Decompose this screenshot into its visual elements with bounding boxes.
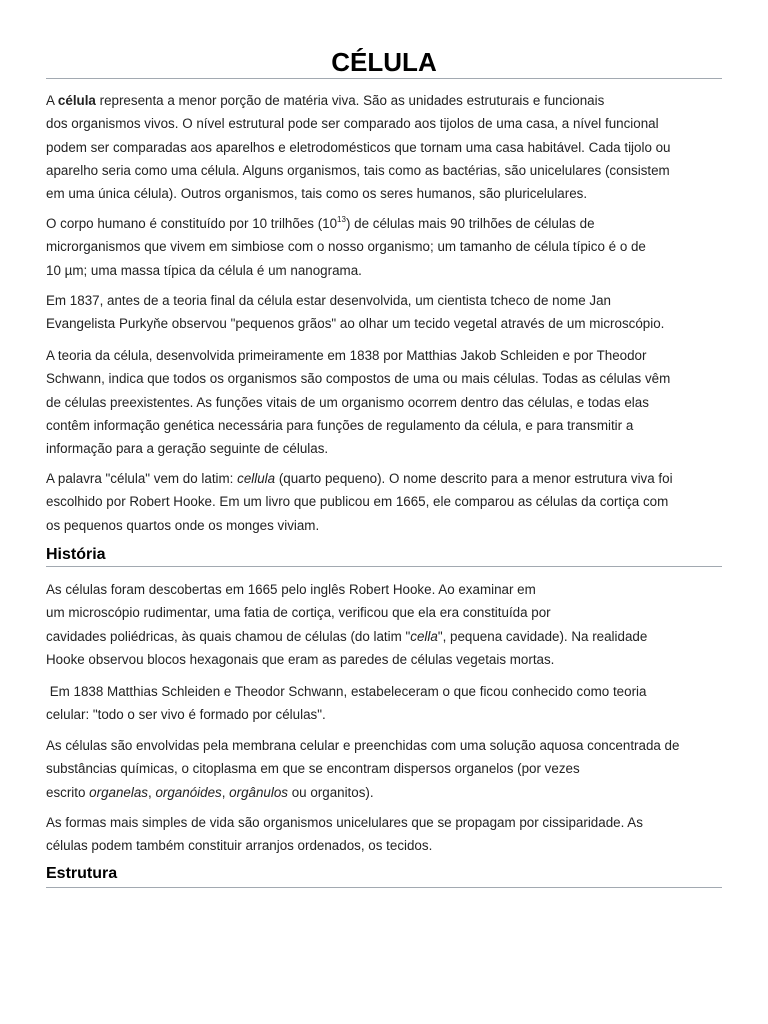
intro-paragraph-1: A célula representa a menor porção de matéria viva. São as unidades estruturais e funcionais dos organismos vivos. O nível estrutural pode ser comparado aos tijolos de uma casa, a nível funcional podem ser comparadas aos aparelhos e eletrodomésticos que tornam uma casa habitável. Cada tijolo ou aparelho seria como uma célula. Alguns organismos, tais como as bactérias, são unicelulares (consistem em uma única célula). Outros organismos, tais como os seres humanos, são pluricelulares. (46, 93, 671, 202)
section-divider-estrutura (46, 887, 722, 888)
page-title: CÉLULA (331, 47, 437, 77)
title-divider (46, 78, 722, 79)
section-divider-historia (46, 566, 722, 567)
exponent: 13 (337, 215, 346, 224)
intro-paragraph-5: A palavra "célula" vem do latim: cellula (quarto pequeno). O nome descrito para a menor estrutura viva foi escolhido por Robert Hooke. Em um livro que publicou em 1665, ele comparou as células da cortiça com os pequenos quartos onde os monges viviam. (46, 471, 673, 533)
historia-paragraph-2: Em 1838 Matthias Schleiden e Theodor Schwann, estabeleceram o que ficou conhecido como teoria celular: "todo o ser vivo é formado por células". (46, 684, 647, 723)
bold-term: célula (57, 93, 96, 108)
section-heading-historia: História (46, 546, 106, 563)
intro-paragraph-4: A teoria da célula, desenvolvida primeiramente em 1838 por Matthias Jakob Schleiden e por Theodor Schwann, indica que todos os organismos são compostos de uma ou mais células. Todas as células vêm de células preexistentes. As funções vitais de um organismo ocorrem dentro das células, e todas elas contêm informação genética necessária para funções de regulamento da célula, e para transmitir a informação para a geração seguinte de células. (46, 348, 671, 457)
historia-paragraph-3: As células são envolvidas pela membrana celular e preenchidas com uma solução aquosa concentrada de substâncias químicas, o citoplasma em que se encontram dispersos organelos (por vezes escrito organelas, organóides, orgânulos ou organitos). (46, 738, 680, 800)
latin-term: cella (410, 628, 438, 644)
latin-term: cellula (237, 471, 276, 486)
historia-paragraph-4: As formas mais simples de vida são organismos unicelulares que se propagam por cissiparidade. As células podem também constituir arranjos ordenados, os tecidos. (46, 815, 643, 854)
intro-paragraph-2: O corpo humano é constituído por 10 trilhões $(10^{13})$ de células mais 90 trilhões de células de microrganismos que vivem em simbiose com o nosso organismo; um tamanho de célula típico é o de 10 µm; uma massa típica da célula é um nanograma. (46, 215, 646, 278)
section-heading-estrutura: Estrutura (46, 865, 118, 882)
historia-paragraph-1: As células foram descobertas em 1665 pelo inglês Robert Hooke. Ao examinar em um microscópio rudimentar, uma fatia de cortiça, verificou que ela era constituída por cavidades poliédricas, às quais chamou de células (do latim "cella", pequena cavidade). Na realidade Hooke observou blocos hexagonais que eram as paredes de células vegetais mortas. (46, 582, 648, 667)
intro-paragraph-3: Em 1837, antes de a teoria final da célula estar desenvolvida, um cientista tcheco de nome Jan Evangelista Purkyňe observou "pequenos grãos" ao olhar um tecido vegetal através de um microscópio. (46, 293, 665, 332)
